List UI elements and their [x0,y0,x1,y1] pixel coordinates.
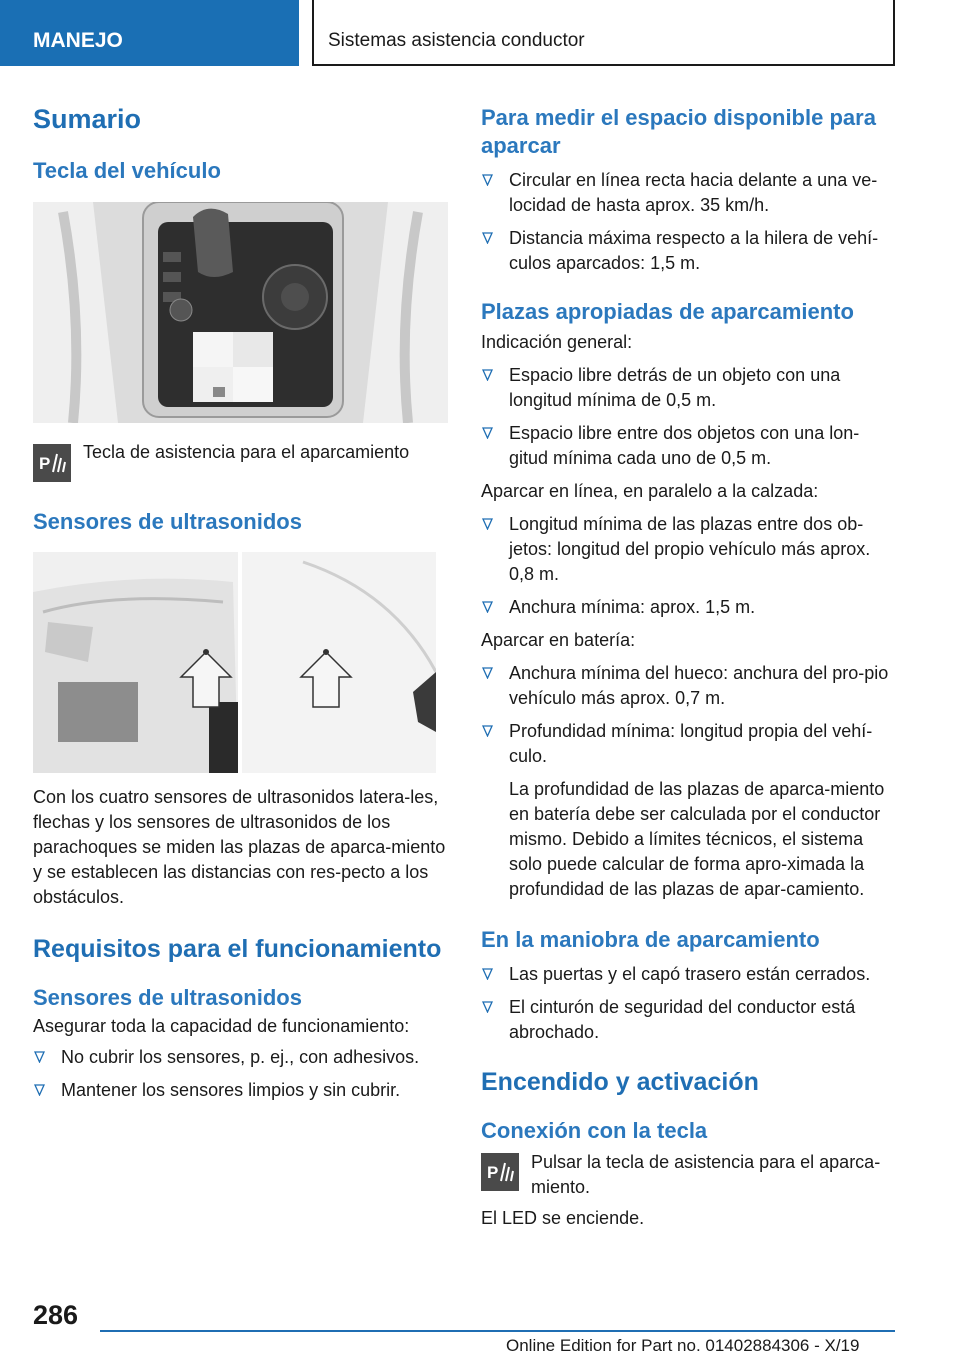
list-item [481,719,896,769]
park-assist-icon [481,1153,519,1191]
list-item-text: Profundidad mínima: longitud propia del vehí-culo. [509,721,873,766]
right-column [481,98,896,1231]
list-item-text: Anchura mínima: aprox. 1,5 m. [509,597,756,617]
triangle-bullet-icon [482,369,493,381]
aparcar-bateria-paragraph: Aparcar en batería: [481,630,636,650]
list-item [481,421,896,471]
list-item [481,995,896,1045]
maniobra-list [481,962,896,1045]
svg-text:P: P [39,454,51,473]
list-item-text: Longitud mínima de las plazas entre dos ob-jetos: longitud del propio vehículo más aprox. 0,8 m. [509,514,871,584]
list-item [33,1045,448,1070]
triangle-bullet-icon [482,174,493,186]
figure-center-console [33,202,448,423]
ultrasonic-sensors-illustration [33,552,436,773]
list-item-text: Anchura mínima del hueco: anchura del pro-pio vehículo más aprox. 0,7 m. [509,663,889,708]
list-item [481,661,896,711]
aparcar-linea-paragraph: Aparcar en línea, en paralelo a la calzada: [481,481,819,501]
triangle-bullet-icon [34,1084,45,1096]
medir-list [481,168,896,276]
footer-divider [100,1330,895,1332]
triangle-bullet-icon [482,601,493,613]
list-item-text: Las puertas y el capó trasero están cerrados. [509,964,871,984]
tecla-caption: Tecla de asistencia para el aparcamiento [83,442,410,462]
park-assist-icon [33,444,71,482]
svg-text:P: P [487,1163,499,1182]
left-column [33,98,448,1103]
list-item [33,1078,448,1103]
list-item [481,363,896,413]
indicacion-paragraph: Indicación general: [481,332,633,352]
list-item [481,226,896,276]
triangle-bullet-icon [482,725,493,737]
pulsar-paragraph: Pulsar la tecla de asistencia para el aparca-miento. [531,1152,881,1197]
heading-sensores-2: Sensores de ultrasonidos [33,985,302,1010]
plazas-list [481,363,896,471]
list-item-text: El cinturón de seguridad del conductor está abrochado. [509,997,856,1042]
triangle-bullet-icon [482,968,493,980]
heading-medir: Para medir el espacio disponible para aparcar [481,105,876,158]
list-item-text: Mantener los sensores limpios y sin cubrir. [61,1080,401,1100]
list-item-text: Espacio libre entre dos objetos con una lon-gitud mínima cada uno de 0,5 m. [509,423,860,468]
asegurar-paragraph: Asegurar toda la capacidad de funcionamiento: [33,1016,410,1036]
heading-conexion: Conexión con la tecla [481,1118,708,1143]
footer-edition: Online Edition for Part no. 01402884306 - X/19 [506,1336,860,1355]
header-chapter: Sistemas asistencia conductor [312,0,895,66]
heading-sensores: Sensores de ultrasonidos [33,509,302,534]
heading-encendido: Encendido y activación [481,1068,759,1096]
triangle-bullet-icon [482,427,493,439]
linea-list [481,512,896,620]
heading-maniobra: En la maniobra de aparcamiento [481,927,820,952]
list-item-text: No cubrir los sensores, p. ej., con adhesivos. [61,1047,420,1067]
heading-requisitos: Requisitos para el funcionamiento [33,935,442,963]
list-item [481,512,896,587]
tecla-caption-row [33,444,448,482]
center-console-illustration [33,202,448,423]
list-item-text: Distancia máxima respecto a la hilera de vehí-culos aparcados: 1,5 m. [509,228,879,273]
triangle-bullet-icon [482,518,493,530]
sensores-paragraph: Con los cuatro sensores de ultrasonidos latera-les, flechas y los sensores de ultrasonidos de los parachoques se miden las plazas de aparca-miento y se establecen las distancias con res-pecto a los obstáculos. [33,787,446,907]
page-number: 286 [33,1300,79,1330]
figure-sensors [33,552,436,773]
bateria-note: La profundidad de las plazas de aparca-miento en batería debe ser calculada por el conductor mismo. Debido a límites técnicos, el sistema solo puede calcular de forma apro-ximada la profundidad de las plazas de apar-camiento. [509,779,885,899]
list-item [481,168,896,218]
list-item-text: Circular en línea recta hacia delante a una ve-locidad de hasta aprox. 35 km/h. [509,170,878,215]
heading-sumario: Sumario [33,104,142,134]
led-paragraph: El LED se enciende. [481,1208,645,1228]
list-item [481,962,896,987]
bateria-list [481,661,896,769]
header-section: MANEJO [0,0,299,66]
list-item-text: Espacio libre detrás de un objeto con una longitud mínima de 0,5 m. [509,365,841,410]
heading-plazas: Plazas apropiadas de aparcamiento [481,299,854,324]
triangle-bullet-icon [34,1051,45,1063]
conexion-row [481,1153,896,1200]
heading-tecla: Tecla del vehículo [33,158,221,183]
triangle-bullet-icon [482,1001,493,1013]
triangle-bullet-icon [482,667,493,679]
list-item [481,595,896,620]
triangle-bullet-icon [482,232,493,244]
requisitos-list [33,1045,448,1103]
